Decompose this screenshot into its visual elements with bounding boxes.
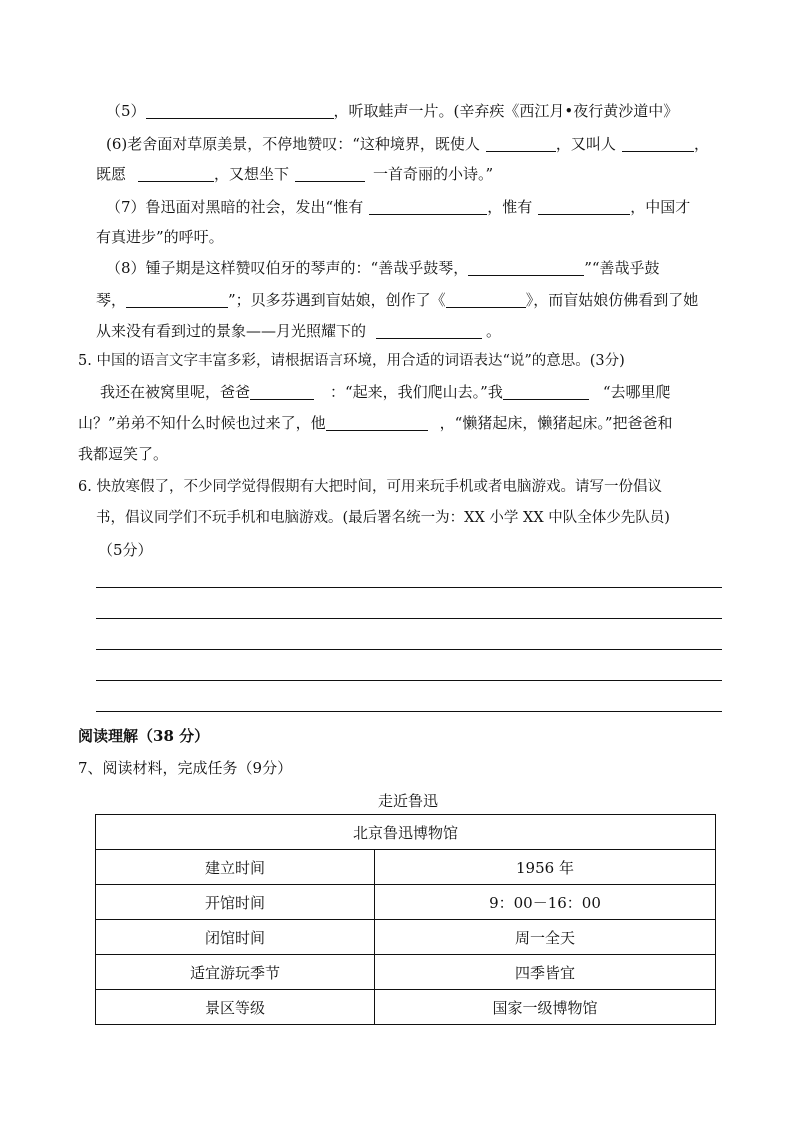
item-7-line-1: [106, 197, 690, 217]
row-value: 周一全天: [375, 920, 716, 955]
blank-6-3[interactable]: [138, 165, 214, 182]
question-6-line-3: （5分）: [98, 541, 153, 559]
blank-8-3[interactable]: [446, 291, 526, 308]
blank-8-2[interactable]: [126, 291, 228, 308]
item-6-text-a: (6)老舍面对草原美景，不停地赞叹：“这种境界，既使人: [106, 135, 480, 153]
question-7-title: 7、阅读材料，完成任务（9分）: [78, 759, 293, 777]
item-8-line-1: [106, 258, 660, 278]
table-row: [96, 850, 716, 885]
answer-line-5[interactable]: [96, 711, 722, 712]
q5-text-d: 山？”弟弟不知什么时候也过来了，他: [78, 414, 326, 432]
blank-7-2[interactable]: [538, 198, 630, 215]
blank-q5-2[interactable]: [503, 383, 589, 400]
reading-heading: 阅读理解（38 分）: [78, 727, 210, 745]
item-8-text-e: 》，而盲姑娘仿佛看到了她: [525, 291, 699, 309]
question-5-line-3: 我都逗笑了。: [78, 445, 169, 463]
row-label: 适宜游玩季节: [96, 955, 375, 990]
question-5-title: 5. 中国的语言文字丰富多彩，请根据语言环境，用合适的词语表达“说”的意思。(3分): [78, 353, 625, 369]
row-label: 建立时间: [96, 850, 375, 885]
item-7-line-2: 有真进步”的呼吁。: [96, 228, 224, 246]
blank-8-4[interactable]: [376, 322, 482, 339]
item-6-text-f: 一首奇丽的小诗。”: [373, 165, 494, 183]
item-8-line-2: [96, 290, 698, 310]
row-value: 9：00－16：00: [375, 885, 716, 920]
question-6-line-1: 6. 快放寒假了，不少同学觉得假期有大把时间，可用来玩手机或者电脑游戏。请写一份倡议: [78, 479, 662, 495]
blank-5-1[interactable]: [146, 102, 334, 119]
blank-6-2[interactable]: [622, 135, 694, 152]
table-row: [96, 955, 716, 990]
answer-line-1[interactable]: [96, 587, 722, 588]
item-7-text-c: ，中国才: [630, 198, 691, 216]
item-8-text-g: 。: [486, 322, 502, 340]
item-7-text-a: （7）鲁迅面对黑暗的社会，发出“惟有: [106, 198, 364, 216]
museum-info-table: [95, 814, 716, 1025]
answer-line-4[interactable]: [96, 680, 722, 681]
item-6-text-d: 既愿: [96, 165, 127, 183]
item-8-text-c: 琴，: [96, 291, 127, 309]
blank-8-1[interactable]: [468, 259, 584, 276]
q5-text-c: “去哪里爬: [602, 383, 671, 401]
row-value: 四季皆宜: [375, 955, 716, 990]
blank-q5-1[interactable]: [250, 383, 314, 400]
item-8-text-d: ”；贝多芬遇到盲姑娘，创作了《: [228, 291, 446, 309]
item-5-text: ，听取蛙声一片。(辛弃疾《西江月•夜行黄沙道中》: [333, 102, 679, 120]
item-5-number: （5）: [106, 102, 146, 120]
question-6-line-2: 书，倡议同学们不玩手机和电脑游戏。(最后署名统一为：XX 小学 XX 中队全体少先队员): [96, 510, 670, 526]
item-6-line-1: [106, 134, 709, 154]
item-8-text-f: 从来没有看到过的景象——月光照耀下的: [96, 322, 367, 340]
q5-text-e: ，“懒猪起床，懒猪起床。”把爸爸和: [439, 414, 673, 432]
question-5-line-1: [100, 382, 671, 402]
item-5: [106, 101, 678, 121]
item-6-text-c: ，: [693, 135, 709, 153]
item-6-text-b: ，又叫人: [555, 135, 616, 153]
table-row: [96, 885, 716, 920]
blank-q5-3[interactable]: [326, 414, 428, 431]
row-label: 开馆时间: [96, 885, 375, 920]
row-label: 景区等级: [96, 990, 375, 1025]
table-title: 走近鲁迅: [378, 792, 439, 810]
row-value: 1956 年: [375, 850, 716, 885]
item-6-line-2: [96, 164, 493, 184]
q5-text-a: 我还在被窝里呢，爸爸: [100, 383, 251, 401]
row-value: 国家一级博物馆: [375, 990, 716, 1025]
table-header-row: [96, 815, 716, 850]
item-8-line-3: [96, 321, 501, 341]
item-8-text-a: （8）锺子期是这样赞叹伯牙的琴声的：“善哉乎鼓琴，: [106, 259, 469, 277]
item-6-text-e: ，又想坐下: [214, 165, 290, 183]
question-5-line-2: [78, 413, 673, 433]
item-8-text-b: ”“善哉乎鼓: [584, 259, 660, 277]
table-header: 北京鲁迅博物馆: [96, 815, 716, 850]
blank-7-1[interactable]: [369, 198, 487, 215]
table-row: [96, 990, 716, 1025]
row-label: 闭馆时间: [96, 920, 375, 955]
answer-line-2[interactable]: [96, 618, 722, 619]
blank-6-1[interactable]: [486, 135, 556, 152]
blank-6-4[interactable]: [295, 165, 365, 182]
item-7-text-b: ，惟有: [487, 198, 533, 216]
q5-text-b: ：“起来，我们爬山去。”我: [330, 383, 503, 401]
answer-line-3[interactable]: [96, 649, 722, 650]
table-row: [96, 920, 716, 955]
